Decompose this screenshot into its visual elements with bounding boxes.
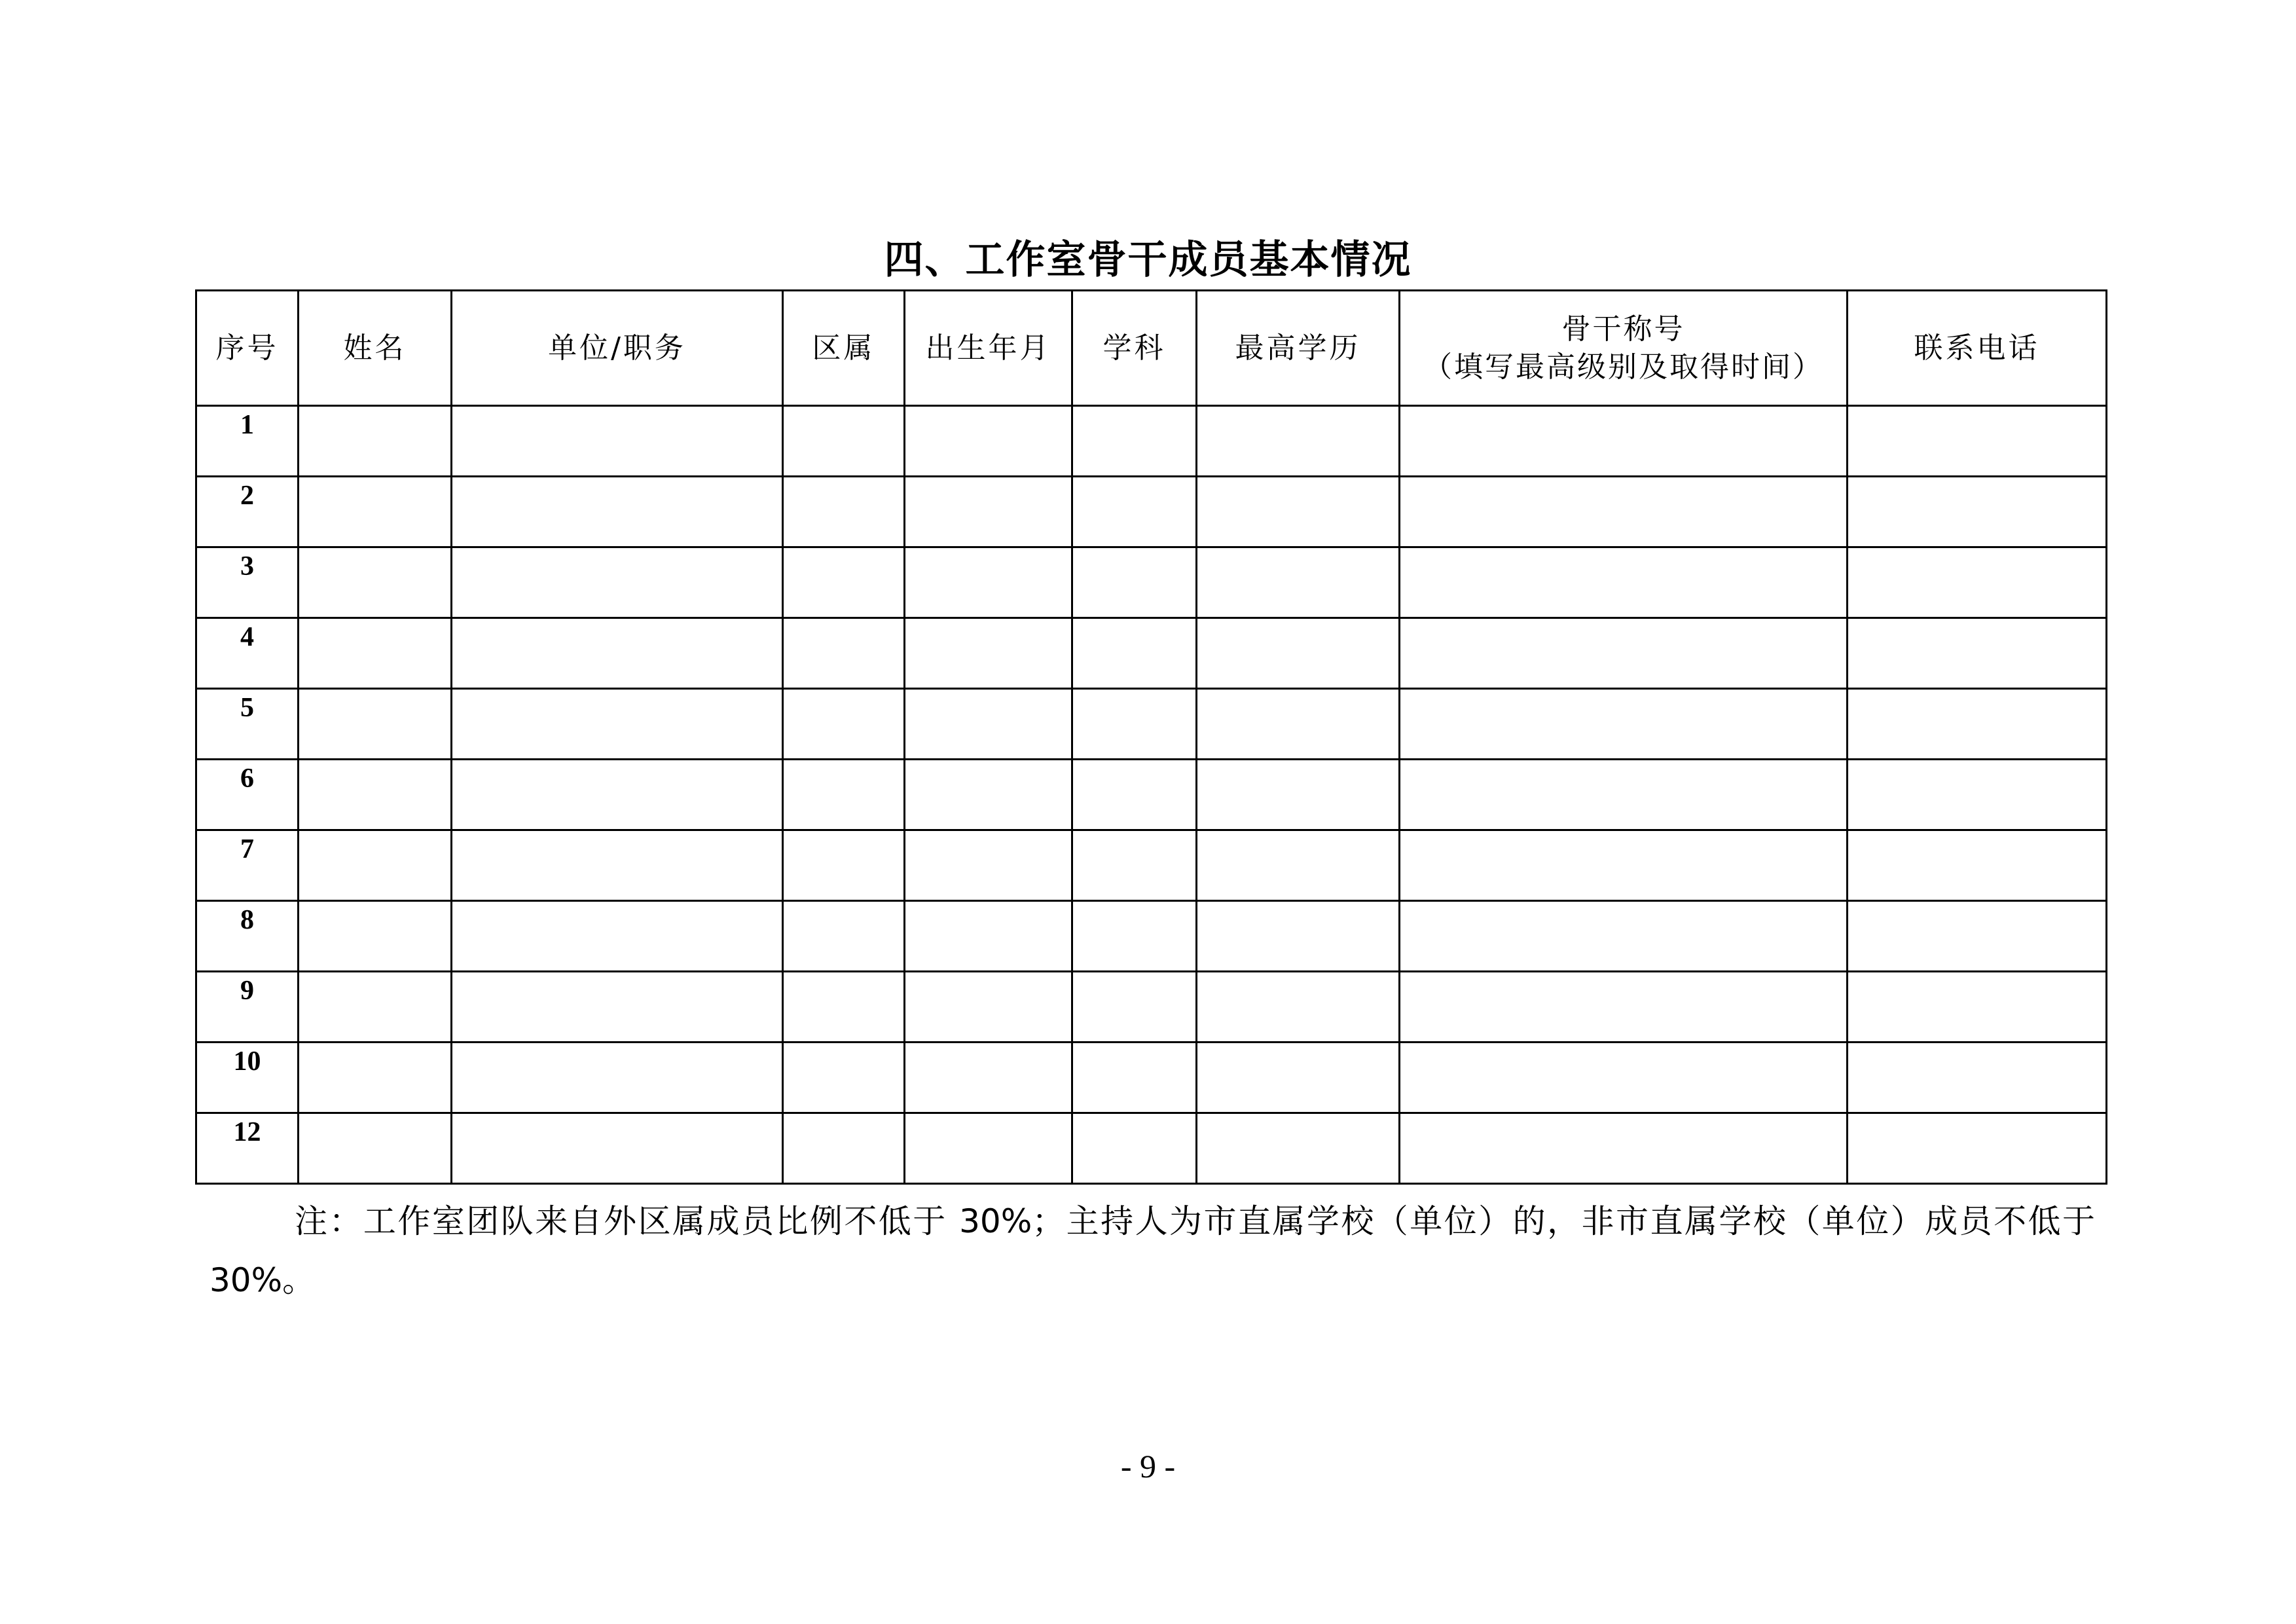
cell-phone[interactable] [1848,1043,2107,1113]
row-number: 6 [196,760,299,830]
row-number: 10 [196,1043,299,1113]
cell-education[interactable] [1197,477,1400,547]
cell-name[interactable] [299,547,452,618]
row-number: 8 [196,901,299,972]
header-birth: 出生年月 [905,291,1072,406]
cell-unit-position[interactable] [452,901,783,972]
header-education: 最高学历 [1197,291,1400,406]
cell-phone[interactable] [1848,830,2107,901]
cell-education[interactable] [1197,760,1400,830]
cell-subject[interactable] [1072,547,1197,618]
table-row [196,618,2107,689]
cell-subject[interactable] [1072,830,1197,901]
table-row [196,901,2107,972]
table-row [196,760,2107,830]
cell-title[interactable] [1400,972,1848,1043]
table-row [196,1113,2107,1184]
cell-unit-position[interactable] [452,547,783,618]
header-title-sub: （填写最高级别及取得时间） [1423,350,1823,384]
cell-education[interactable] [1197,618,1400,689]
header-district: 区属 [783,291,905,406]
cell-title[interactable] [1400,689,1848,760]
cell-birth[interactable] [905,1043,1072,1113]
table-row [196,830,2107,901]
cell-name[interactable] [299,689,452,760]
cell-name[interactable] [299,477,452,547]
row-number: 2 [196,477,299,547]
cell-district[interactable] [783,1043,905,1113]
cell-district[interactable] [783,406,905,477]
cell-district[interactable] [783,760,905,830]
header-title [1400,291,1848,406]
cell-district[interactable] [783,972,905,1043]
row-number: 1 [196,406,299,477]
cell-unit-position[interactable] [452,477,783,547]
cell-unit-position[interactable] [452,1043,783,1113]
row-number: 9 [196,972,299,1043]
cell-birth[interactable] [905,972,1072,1043]
cell-phone[interactable] [1848,618,2107,689]
row-number: 4 [196,618,299,689]
cell-subject[interactable] [1072,477,1197,547]
table-row [196,547,2107,618]
cell-phone[interactable] [1848,1113,2107,1184]
cell-name[interactable] [299,618,452,689]
header-phone: 联系电话 [1848,291,2107,406]
table-row [196,972,2107,1043]
cell-subject[interactable] [1072,406,1197,477]
table-row [196,1043,2107,1113]
row-number: 7 [196,830,299,901]
cell-subject[interactable] [1072,760,1197,830]
cell-name[interactable] [299,972,452,1043]
cell-phone[interactable] [1848,406,2107,477]
header-row [196,291,2107,406]
cell-title[interactable] [1400,547,1848,618]
table-row [196,477,2107,547]
cell-education[interactable] [1197,1113,1400,1184]
row-number: 5 [196,689,299,760]
members-table [195,289,2107,1185]
cell-title[interactable] [1400,618,1848,689]
cell-phone[interactable] [1848,689,2107,760]
cell-birth[interactable] [905,830,1072,901]
cell-name[interactable] [299,830,452,901]
row-number: 12 [196,1113,299,1184]
cell-title[interactable] [1400,477,1848,547]
cell-title[interactable] [1400,406,1848,477]
cell-district[interactable] [783,830,905,901]
cell-subject[interactable] [1072,972,1197,1043]
cell-subject[interactable] [1072,901,1197,972]
cell-phone[interactable] [1848,760,2107,830]
cell-subject[interactable] [1072,1113,1197,1184]
footnote: 注：工作室团队来自外区属成员比例不低于 30%；主持人为市直属学校（单位）的，非市直属学校（单位）成员不低于 30%。 [210,1202,2095,1299]
cell-name[interactable] [299,406,452,477]
cell-birth[interactable] [905,689,1072,760]
table-row [196,689,2107,760]
header-seq: 序号 [196,291,299,406]
cell-district[interactable] [783,689,905,760]
cell-birth[interactable] [905,618,1072,689]
cell-district[interactable] [783,547,905,618]
cell-birth[interactable] [905,406,1072,477]
cell-birth[interactable] [905,760,1072,830]
cell-education[interactable] [1197,547,1400,618]
cell-subject[interactable] [1072,618,1197,689]
header-unit-position: 单位/职务 [452,291,783,406]
cell-unit-position[interactable] [452,406,783,477]
cell-education[interactable] [1197,901,1400,972]
header-title-main: 骨干称号 [1561,312,1685,346]
cell-unit-position[interactable] [452,760,783,830]
cell-name[interactable] [299,1113,452,1184]
cell-phone[interactable] [1848,901,2107,972]
cell-birth[interactable] [905,1113,1072,1184]
cell-title[interactable] [1400,760,1848,830]
cell-unit-position[interactable] [452,972,783,1043]
cell-education[interactable] [1197,689,1400,760]
table-body [196,406,2107,1184]
cell-title[interactable] [1400,1043,1848,1113]
cell-birth[interactable] [905,477,1072,547]
cell-title[interactable] [1400,1113,1848,1184]
cell-name[interactable] [299,760,452,830]
cell-district[interactable] [783,618,905,689]
cell-district[interactable] [783,1113,905,1184]
cell-title[interactable] [1400,901,1848,972]
cell-name[interactable] [299,901,452,972]
cell-birth[interactable] [905,547,1072,618]
cell-birth[interactable] [905,901,1072,972]
header-subject: 学科 [1072,291,1197,406]
cell-unit-position[interactable] [452,689,783,760]
cell-district[interactable] [783,477,905,547]
cell-education[interactable] [1197,1043,1400,1113]
header-name: 姓名 [299,291,452,406]
table-row [196,406,2107,477]
cell-subject[interactable] [1072,689,1197,760]
cell-district[interactable] [783,901,905,972]
row-number: 3 [196,547,299,618]
cell-subject[interactable] [1072,1043,1197,1113]
cell-unit-position[interactable] [452,618,783,689]
cell-name[interactable] [299,1043,452,1113]
cell-phone[interactable] [1848,547,2107,618]
page-number: - 9 - [1120,1448,1176,1485]
cell-unit-position[interactable] [452,1113,783,1184]
page-title: 四、工作室骨干成员基本情况 [884,237,1412,283]
cell-phone[interactable] [1848,477,2107,547]
cell-title[interactable] [1400,830,1848,901]
cell-unit-position[interactable] [452,830,783,901]
cell-education[interactable] [1197,830,1400,901]
cell-phone[interactable] [1848,972,2107,1043]
cell-education[interactable] [1197,406,1400,477]
cell-education[interactable] [1197,972,1400,1043]
